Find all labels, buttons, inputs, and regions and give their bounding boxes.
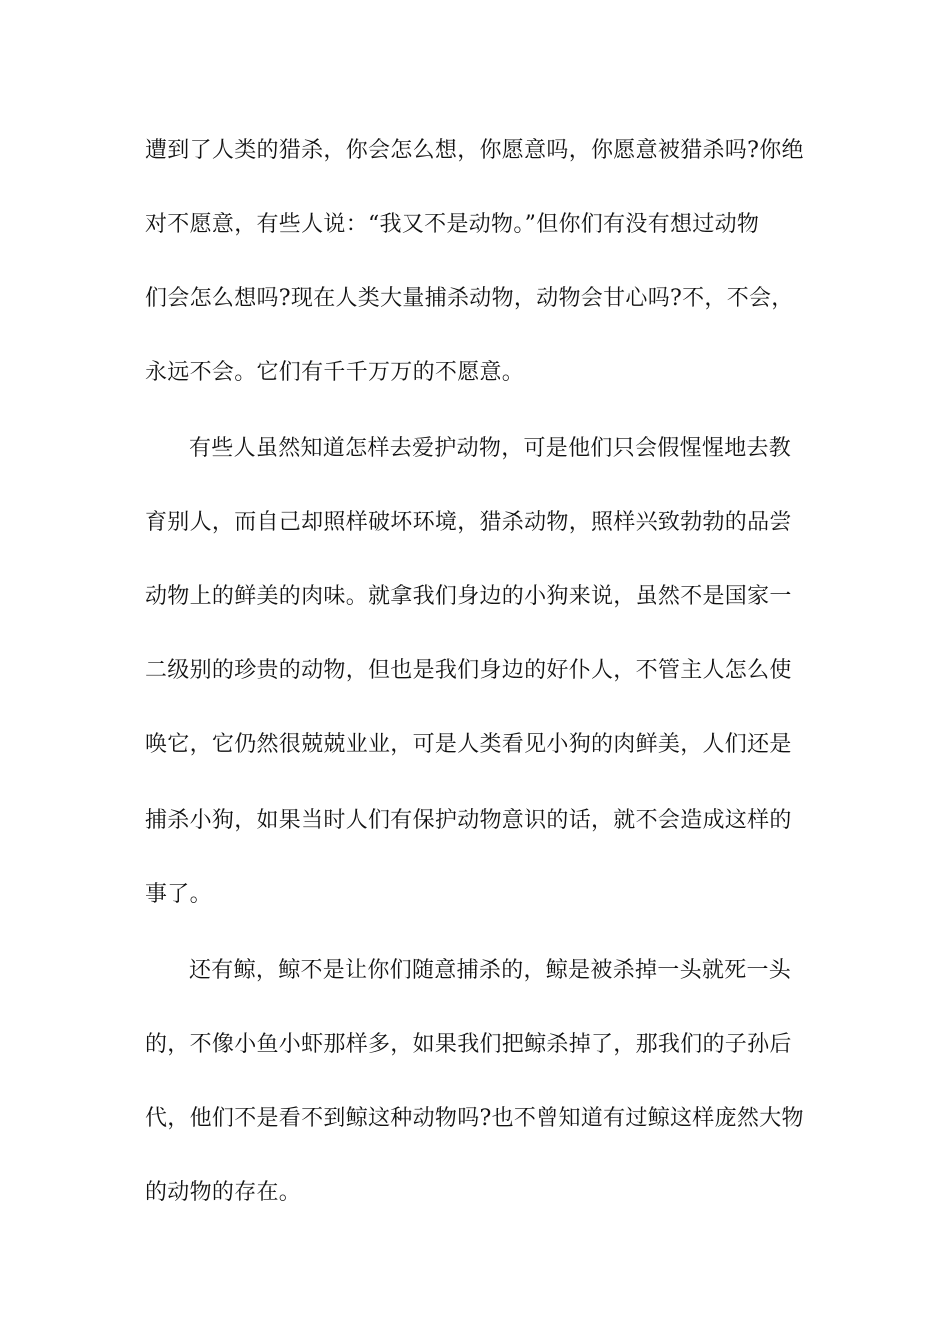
text-line: 遭到了人类的猎杀，你会怎么想，你愿意吗，你愿意被猎杀吗?你绝: [145, 138, 804, 163]
text-line: 捕杀小狗，如果当时人们有保护动物意识的话，就不会造成这样的: [145, 808, 792, 833]
text-line: 有些人虽然知道怎样去爱护动物，可是他们只会假惺惺地去教: [189, 436, 792, 461]
text-line: 的，不像小鱼小虾那样多，如果我们把鲸杀掉了，那我们的子孙后: [145, 1032, 792, 1057]
text-line: 代，他们不是看不到鲸这种动物吗?也不曾知道有过鲸这样庞然大物: [145, 1106, 804, 1131]
text-line: 唤它，它仍然很兢兢业业，可是人类看见小狗的肉鲜美，人们还是: [145, 732, 792, 757]
text-line: 事了。: [145, 882, 212, 907]
text-line: 永远不会。它们有千千万万的不愿意。: [145, 360, 525, 385]
text-line: 的动物的存在。: [145, 1180, 302, 1205]
text-line: 们会怎么想吗?现在人类大量捕杀动物，动物会甘心吗?不，不会，: [145, 286, 794, 311]
text-line: 对不愿意，有些人说：“我又不是动物。”但你们有没有想过动物: [145, 212, 760, 237]
text-line: 育别人，而自己却照样破坏环境，猎杀动物，照样兴致勃勃的品尝: [145, 510, 792, 535]
text-line: 动物上的鲜美的肉味。就拿我们身边的小狗来说，虽然不是国家一: [145, 584, 792, 609]
text-line: 二级别的珍贵的动物，但也是我们身边的好仆人，不管主人怎么使: [145, 658, 792, 683]
text-line: 还有鲸，鲸不是让你们随意捕杀的，鲸是被杀掉一头就死一头: [189, 958, 792, 983]
